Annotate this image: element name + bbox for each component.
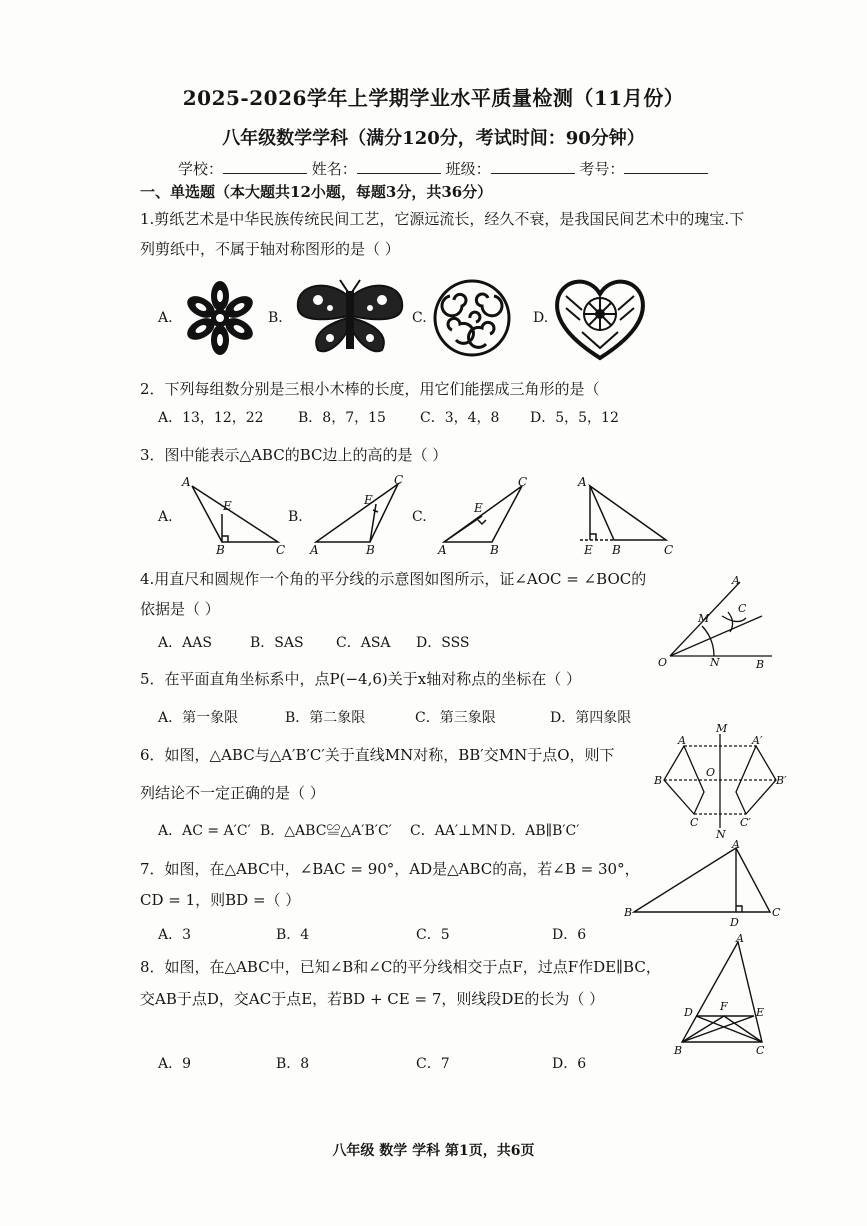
- q4-label-c: C: [738, 602, 747, 615]
- q8-label-f: F: [720, 1000, 728, 1013]
- q3b-label-e: E: [364, 493, 373, 507]
- q3c-label-b: B: [490, 543, 499, 556]
- q3-figure-b: [306, 474, 416, 556]
- q4-stem-line1: 4.用直尺和圆规作一个角的平分线的示意图如图所示，证∠AOC = ∠BOC的: [140, 570, 647, 588]
- q6-label-m: M: [716, 722, 728, 735]
- q7-option-a: A．3: [158, 927, 192, 943]
- q3c-label-c: C: [518, 475, 528, 489]
- q6-option-d: D．AB∥B′C′: [500, 823, 580, 839]
- q7-label-a: A: [732, 838, 740, 851]
- field-school-label: 学校：: [178, 160, 224, 178]
- q3d-label-a: A: [578, 475, 587, 489]
- q4-option-a: A．AAS: [158, 635, 212, 651]
- info-fields: [178, 158, 708, 179]
- q6-stem-line1: 6．如图，△ABC与△A′B′C′关于直线MN对称，BB′交MN于点O，则下: [140, 746, 615, 764]
- q3b-label-c: C: [394, 474, 404, 487]
- q3a-label-b: B: [216, 543, 225, 556]
- q8-label-c: C: [756, 1044, 765, 1057]
- q6-label-c-prime: C′: [740, 816, 751, 829]
- q6-label-o: O: [706, 766, 716, 779]
- q8-stem-line2: 交AB于点D，交AC于点E，若BD + CE = 7，则线段DE的长为（ ）: [140, 990, 605, 1008]
- papercut-heart-image: [552, 274, 648, 362]
- q3-figure-d: [570, 474, 680, 556]
- field-class-label: 班级：: [445, 160, 491, 178]
- papercut-butterfly-image: [290, 278, 410, 358]
- q6-label-c: C: [690, 816, 699, 829]
- q8-label-e: E: [756, 1006, 765, 1019]
- q8-stem-line1: 8．如图，在△ABC中，已知∠B和∠C的平分线相交于点F，过点F作DE∥BC，: [140, 958, 661, 976]
- q1-option-d-label: D.: [533, 310, 549, 326]
- q4-label-m: M: [698, 612, 710, 625]
- field-name-label: 姓名：: [311, 160, 357, 178]
- page-footer: 八年级 数学 学科 第1页，共6页: [332, 1143, 535, 1159]
- q7-option-b: B．4: [276, 927, 310, 943]
- q3-figure-a: [178, 474, 288, 556]
- q6-label-a-prime: A′: [752, 734, 763, 747]
- exam-title: 2025-2026学年上学期学业水平质量检测（11月份）: [182, 86, 685, 110]
- q6-label-b-prime: B′: [776, 774, 787, 787]
- field-id-label: 考号：: [579, 160, 625, 178]
- q5-option-a: A．第一象限: [158, 710, 239, 726]
- q2-option-d: D．5，5，12: [530, 410, 619, 426]
- field-id-blank[interactable]: [624, 159, 708, 174]
- papercut-snowflake-image: [180, 278, 260, 358]
- q3b-label-a: A: [310, 543, 319, 556]
- exam-subtitle: 八年级数学学科（满分120分，考试时间：90分钟）: [222, 128, 645, 149]
- q7-stem-line1: 7．如图，在△ABC中，∠BAC = 90°，AD是△ABC的高，若∠B = 30°，: [140, 860, 640, 878]
- q7-label-c: C: [772, 906, 781, 919]
- q4-option-c: C．ASA: [336, 635, 391, 651]
- q1-stem-line1: 1.剪纸艺术是中华民族传统民间工艺，它源远流长，经久不衰，是我国民间艺术中的瑰宝.下: [140, 210, 745, 228]
- q7-label-b: B: [624, 906, 633, 919]
- q7-right-triangle-figure: [620, 836, 790, 928]
- q6-option-c: C．AA′⊥MN: [410, 823, 498, 839]
- q6-label-n: N: [716, 828, 726, 840]
- field-name-blank[interactable]: [357, 159, 441, 174]
- q3-option-a-label: A.: [158, 509, 173, 525]
- q3d-label-e: E: [584, 543, 593, 556]
- q1-option-c-label: C.: [412, 310, 427, 326]
- q2-option-a: A．13，12，22: [158, 410, 264, 426]
- q8-option-d: D．6: [552, 1056, 587, 1072]
- q6-option-a: A．AC = A′C′: [158, 823, 251, 839]
- q7-label-d: D: [730, 916, 739, 928]
- q2-option-b: B．8，7，15: [298, 410, 386, 426]
- q3a-label-a: A: [182, 475, 191, 489]
- q8-label-d: D: [684, 1006, 693, 1019]
- q3d-label-c: C: [664, 543, 674, 556]
- q3-figure-c: [432, 474, 542, 556]
- q4-label-a: A: [732, 574, 740, 587]
- q6-symmetry-figure: [650, 722, 790, 840]
- field-class-blank[interactable]: [491, 159, 575, 174]
- q6-label-a: A: [678, 734, 686, 747]
- q6-stem-line2: 列结论不一定正确的是（ ）: [140, 784, 325, 802]
- q4-angle-bisector-figure: [652, 574, 782, 674]
- q7-stem-line2: CD = 1，则BD =（ ）: [140, 891, 301, 909]
- q4-stem-line2: 依据是（ ）: [140, 600, 220, 618]
- q5-option-b: B．第二象限: [285, 710, 366, 726]
- q6-label-b: B: [654, 774, 663, 787]
- q3b-label-b: B: [366, 543, 375, 556]
- q4-label-b: B: [756, 658, 765, 671]
- q8-label-b: B: [674, 1044, 683, 1057]
- q8-label-a: A: [736, 932, 744, 945]
- field-school-blank[interactable]: [223, 159, 307, 174]
- q3c-label-a: A: [438, 543, 447, 556]
- q7-option-c: C．5: [416, 927, 450, 943]
- q4-label-n: N: [710, 656, 720, 669]
- q3-option-c-label: C.: [412, 509, 427, 525]
- q8-option-b: B．8: [276, 1056, 310, 1072]
- q4-option-d: D．SSS: [416, 635, 470, 651]
- q2-option-c: C．3，4，8: [420, 410, 500, 426]
- q5-option-d: D．第四象限: [550, 710, 632, 726]
- q3a-label-e: E: [223, 499, 232, 513]
- q1-option-b-label: B.: [268, 310, 283, 326]
- q3a-label-c: C: [276, 543, 286, 556]
- q3-stem: 3．图中能表示△ABC的BC边上的高的是（ ）: [140, 446, 448, 464]
- q5-stem: 5．在平面直角坐标系中，点P(−4,6)关于x轴对称点的坐标在（ ）: [140, 670, 581, 688]
- q1-stem-line2: 列剪纸中，不属于轴对称图形的是（ ）: [140, 240, 400, 258]
- q8-angle-bisector-figure: [666, 930, 776, 1062]
- q7-option-d: D．6: [552, 927, 587, 943]
- q2-stem: 2．下列每组数分别是三根小木棒的长度，用它们能摆成三角形的是（: [140, 380, 600, 398]
- q3d-label-b: B: [612, 543, 621, 556]
- q1-option-a-label: A.: [158, 310, 173, 326]
- q5-option-c: C．第三象限: [415, 710, 496, 726]
- q3c-label-e: E: [474, 501, 483, 515]
- q8-option-a: A．9: [158, 1056, 192, 1072]
- q4-option-b: B．SAS: [250, 635, 304, 651]
- q6-option-b: B．△ABC≌△A′B′C′: [260, 823, 392, 839]
- q8-option-c: C．7: [416, 1056, 450, 1072]
- section-title: 一、单选题（本大题共12小题，每题3分，共36分）: [140, 183, 493, 201]
- q3-option-b-label: B.: [288, 509, 303, 525]
- q4-label-o: O: [658, 656, 668, 669]
- papercut-swirl-circle-image: [432, 278, 512, 358]
